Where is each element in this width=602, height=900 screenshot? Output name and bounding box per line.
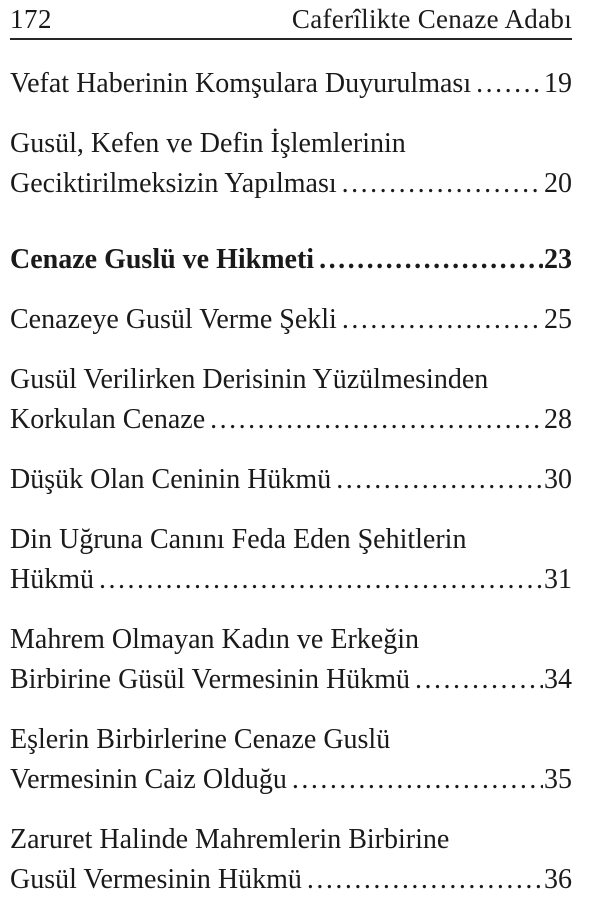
toc-line xyxy=(10,400,572,440)
toc-entry xyxy=(10,620,572,700)
toc-entry xyxy=(10,820,572,900)
toc-entry-page-number: 31 xyxy=(544,564,572,595)
toc-entry-title: Mahrem Olmayan Kadın ve Erkeğin xyxy=(10,624,419,655)
toc-entry xyxy=(10,520,572,600)
toc-line xyxy=(10,124,572,164)
toc-entry-page-number: 28 xyxy=(544,404,572,435)
toc-line xyxy=(10,820,572,860)
toc-entry xyxy=(10,360,572,440)
toc-line xyxy=(10,720,572,760)
dot-leader xyxy=(307,860,543,900)
toc-entry-title: Gusül, Kefen ve Defin İşlemlerinin xyxy=(10,128,406,159)
toc-line xyxy=(10,460,572,500)
dot-leader xyxy=(342,300,543,340)
toc-line xyxy=(10,164,572,204)
toc-entry-title: Cenazeye Gusül Verme Şekli xyxy=(10,304,337,335)
toc-entry-title: Gusül Verilirken Derisinin Yüzülmesinden xyxy=(10,364,489,395)
toc-line xyxy=(10,860,572,900)
toc-entry xyxy=(10,240,572,280)
toc-entry-page-number: 36 xyxy=(544,864,572,895)
toc-entry-title: Vefat Haberinin Komşulara Duyurulması xyxy=(10,68,472,99)
toc-entry-title: Zaruret Halinde Mahremlerin Birbirine xyxy=(10,824,450,855)
toc-entry xyxy=(10,64,572,104)
toc-line xyxy=(10,240,572,280)
toc-line xyxy=(10,620,572,660)
toc-entry-page-number: 35 xyxy=(544,764,572,795)
toc-line xyxy=(10,64,572,104)
toc-entry-title: Cenaze Guslü ve Hikmeti xyxy=(10,244,315,275)
toc-entry-page-number: 20 xyxy=(544,168,572,199)
dot-leader xyxy=(99,560,543,600)
toc-entry xyxy=(10,720,572,800)
dot-leader xyxy=(476,64,543,104)
toc-line xyxy=(10,360,572,400)
toc-entry xyxy=(10,300,572,340)
toc-entry-title: Düşük Olan Ceninin Hükmü xyxy=(10,464,332,495)
toc-entry-page-number: 23 xyxy=(544,244,572,275)
toc-entry-title: Korkulan Cenaze xyxy=(10,404,206,435)
toc-line xyxy=(10,300,572,340)
toc-entry-title: Birbirine Güsül Vermesinin Hükmü xyxy=(10,664,411,695)
dot-leader xyxy=(336,460,543,500)
dot-leader xyxy=(210,400,543,440)
dot-leader xyxy=(319,240,543,280)
toc-line xyxy=(10,660,572,700)
toc-entry-title: Vermesinin Caiz Olduğu xyxy=(10,764,287,795)
folio-page-number: 172 xyxy=(10,4,52,34)
table-of-contents xyxy=(10,64,572,900)
toc-entry-title: Hükmü xyxy=(10,564,94,595)
toc-entry-page-number: 19 xyxy=(544,68,572,99)
toc-entry-page-number: 30 xyxy=(544,464,572,495)
toc-entry-title: Geciktirilmeksizin Yapılması xyxy=(10,168,337,199)
dot-leader xyxy=(342,164,543,204)
toc-entry xyxy=(10,460,572,500)
toc-entry-title: Eşlerin Birbirlerine Cenaze Guslü xyxy=(10,724,391,755)
toc-entry-title: Gusül Vermesinin Hükmü xyxy=(10,864,302,895)
page-header xyxy=(10,5,572,40)
toc-line xyxy=(10,760,572,800)
running-title: Caferîlikte Cenaze Adabı xyxy=(291,4,572,34)
dot-leader xyxy=(415,660,543,700)
toc-entry xyxy=(10,124,572,204)
toc-entry-title: Din Uğruna Canını Feda Eden Şehitlerin xyxy=(10,524,467,555)
toc-line xyxy=(10,560,572,600)
toc-entry-page-number: 34 xyxy=(544,664,572,695)
toc-entry-page-number: 25 xyxy=(544,304,572,335)
dot-leader xyxy=(292,760,543,800)
toc-line xyxy=(10,520,572,560)
